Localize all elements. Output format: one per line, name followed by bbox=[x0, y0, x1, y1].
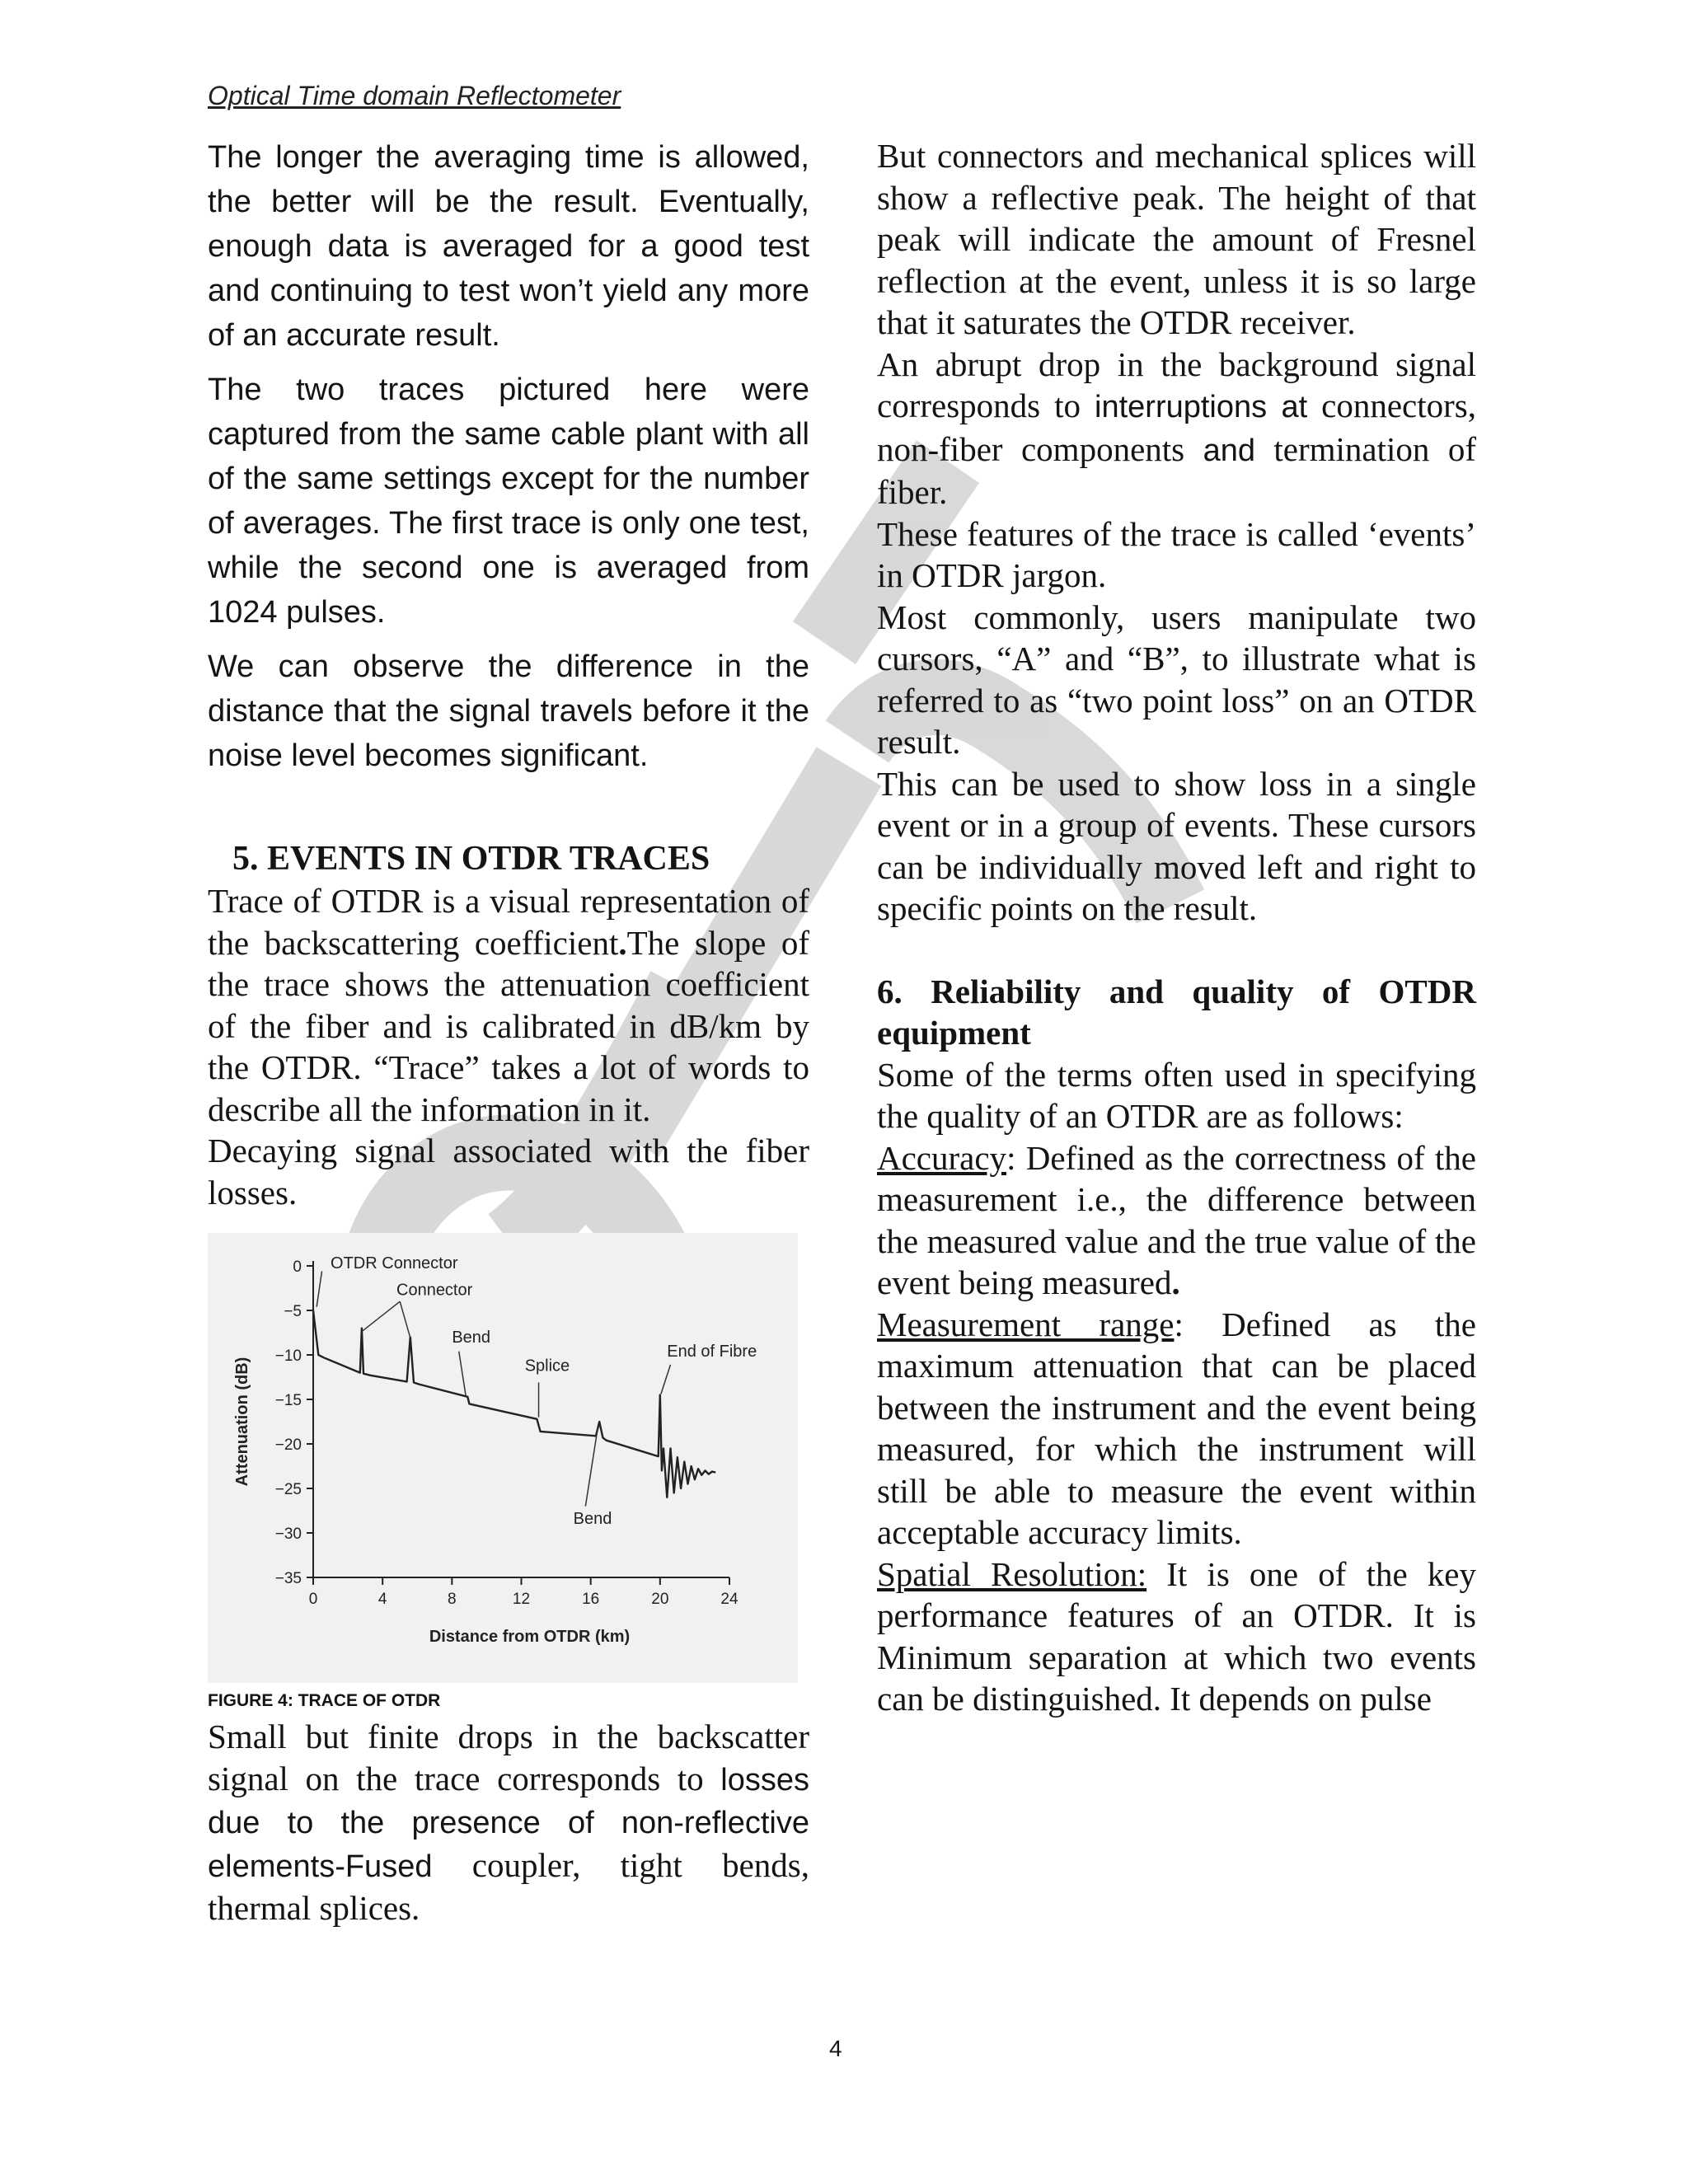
x-tick-label: 8 bbox=[448, 1591, 457, 1608]
paragraph-decaying-signal: Decaying signal associated with the fiber losses. bbox=[208, 1132, 809, 1212]
abrupt-drop-text-e: termination of fiber. bbox=[877, 429, 1476, 511]
section-heading-reliability: 6. Reliability and quality of OTDR equipment bbox=[877, 972, 1476, 1052]
y-axis-label: Attenuation (dB) bbox=[233, 1357, 251, 1487]
annotation-pointer bbox=[316, 1271, 321, 1306]
section-heading-events: 5. EVENTS IN OTDR TRACES bbox=[232, 840, 710, 878]
annotation-pointer bbox=[459, 1352, 466, 1396]
running-header: Optical Time domain Reflectometer bbox=[208, 81, 621, 110]
y-tick-label: 0 bbox=[293, 1258, 302, 1276]
annotation-pointer bbox=[363, 1301, 400, 1331]
x-tick-label: 20 bbox=[651, 1591, 669, 1608]
paragraph-reflective-peak: But connectors and mechanical splices will show a reflective peak. The height of that peak will indicate the amount of Fresnel reflection at the event, unless it is so large that it saturates the OTDR receiver. bbox=[877, 137, 1476, 341]
paragraph-abrupt-drop bbox=[877, 344, 1476, 513]
annotation-label: Bend bbox=[452, 1328, 491, 1347]
paragraph-averaging: The longer the averaging time is allowed, the better will be the result. Eventually, enough data is averaged for a good test and continuing to test won’t yield any more of an accurate result. bbox=[208, 140, 809, 353]
y-tick-label: −25 bbox=[274, 1481, 302, 1498]
annotation-label: Bend bbox=[573, 1510, 612, 1529]
figure-otdr-trace bbox=[208, 1233, 798, 1683]
measurement-range-definition: : Defined as the maximum attenuation that can be placed between the instrument and the event being measured, for which the instrument will still be able to measure the event within acceptable accuracy limits. bbox=[877, 1305, 1476, 1551]
paragraph-terms: Some of the terms often used in specifying the quality of an OTDR are as follows: bbox=[877, 1055, 1476, 1135]
x-tick-label: 12 bbox=[512, 1591, 531, 1608]
abrupt-drop-text-b: interruptions at bbox=[1095, 390, 1308, 424]
paragraph-measurement-range bbox=[877, 1304, 1476, 1554]
accuracy-definition: : Defined as the correctness of the measurement i.e., the difference between the measured value and the true value of the event being measured bbox=[877, 1138, 1476, 1301]
paragraph-events-jargon: These features of the trace is called ‘events’ in OTDR jargon. bbox=[877, 514, 1476, 594]
accuracy-bold-dot: . bbox=[1171, 1263, 1180, 1301]
paragraph-small-drops bbox=[208, 1716, 809, 1929]
x-axis-label: Distance from OTDR (km) bbox=[429, 1628, 631, 1646]
paragraph-cursors: Most commonly, users manipulate two cursors, “A” and “B”, to illustrate what is referred to as “two point loss” on an OTDR result. bbox=[877, 598, 1476, 761]
small-drops-text-c: coupler, tight bends, thermal splices. bbox=[208, 1845, 809, 1927]
y-tick-label: −30 bbox=[274, 1526, 302, 1543]
otdr-trace-chart bbox=[208, 1233, 798, 1683]
y-tick-label: −35 bbox=[274, 1570, 302, 1587]
x-tick-label: 24 bbox=[720, 1591, 738, 1608]
paragraph-trace-definition bbox=[208, 880, 809, 1130]
trace-definition-text-b: The slope of the trace shows the attenuation coefficient of the fiber and is calibrated in dB/km by the OTDR. “Trace” takes a lot of words to describe all the information in it. bbox=[208, 923, 809, 1128]
abrupt-drop-text-c: connectors, non-fiber components bbox=[877, 387, 1476, 468]
trace-definition-text-a: Trace of OTDR is a visual representation of the backscattering coefficient bbox=[208, 882, 809, 962]
annotation-label: OTDR Connector bbox=[331, 1254, 458, 1273]
paragraph-two-traces: The two traces pictured here were captured from the same cable plant with all of the same settings except for the number of averages. The first trace is only one test, while the second one is averaged from 1024 pulses. bbox=[208, 373, 809, 630]
paragraph-spatial-resolution bbox=[877, 1554, 1476, 1720]
y-tick-label: −10 bbox=[274, 1347, 302, 1365]
right-column bbox=[877, 135, 1476, 1720]
term-measurement-range: Measurement range bbox=[877, 1305, 1175, 1343]
annotation-label: Splice bbox=[524, 1357, 570, 1376]
annotation-label: End of Fibre bbox=[667, 1343, 757, 1361]
y-tick-label: −15 bbox=[274, 1392, 302, 1409]
paragraph-loss: This can be used to show loss in a single event or in a group of events. These cursors can be individually moved left and right to specific points on the result. bbox=[877, 764, 1476, 927]
annotation-pointer bbox=[661, 1365, 671, 1394]
trace-definition-bold-dot: . bbox=[618, 923, 627, 962]
y-tick-label: −20 bbox=[274, 1436, 302, 1454]
annotation-pointer bbox=[585, 1429, 598, 1507]
figure-caption: FIGURE 4: TRACE OF OTDR bbox=[208, 1691, 441, 1710]
trace-line bbox=[313, 1310, 715, 1497]
page-number: 4 bbox=[829, 2036, 842, 2061]
annotation-label: Connector bbox=[396, 1281, 473, 1300]
annotation-pointer bbox=[400, 1301, 410, 1338]
term-spatial-resolution: Spatial Resolution: bbox=[877, 1554, 1147, 1593]
left-column bbox=[208, 135, 809, 1929]
term-accuracy: Accuracy bbox=[877, 1138, 1007, 1177]
abrupt-drop-text-a: An abrupt drop in the background signal corresponds to bbox=[877, 344, 1476, 424]
abrupt-drop-text-d: and bbox=[1203, 433, 1255, 468]
paragraph-difference: We can observe the difference in the distance that the signal travels before it the noise level becomes significant. bbox=[208, 649, 809, 773]
small-drops-text-a: Small but finite drops in the backscatter signal on the trace corresponds to bbox=[208, 1718, 809, 1797]
small-drops-text-b: losses due to the presence of non-reflective elements-Fused bbox=[208, 1762, 809, 1884]
x-tick-label: 16 bbox=[582, 1591, 600, 1608]
x-tick-label: 0 bbox=[308, 1591, 318, 1608]
x-tick-label: 4 bbox=[377, 1591, 387, 1608]
spatial-resolution-definition: It is one of the key performance features of an OTDR. It is Minimum separation at which two events can be distinguished. It depends on pulse bbox=[877, 1554, 1477, 1718]
paragraph-accuracy bbox=[877, 1137, 1476, 1304]
y-tick-label: −5 bbox=[284, 1303, 302, 1320]
